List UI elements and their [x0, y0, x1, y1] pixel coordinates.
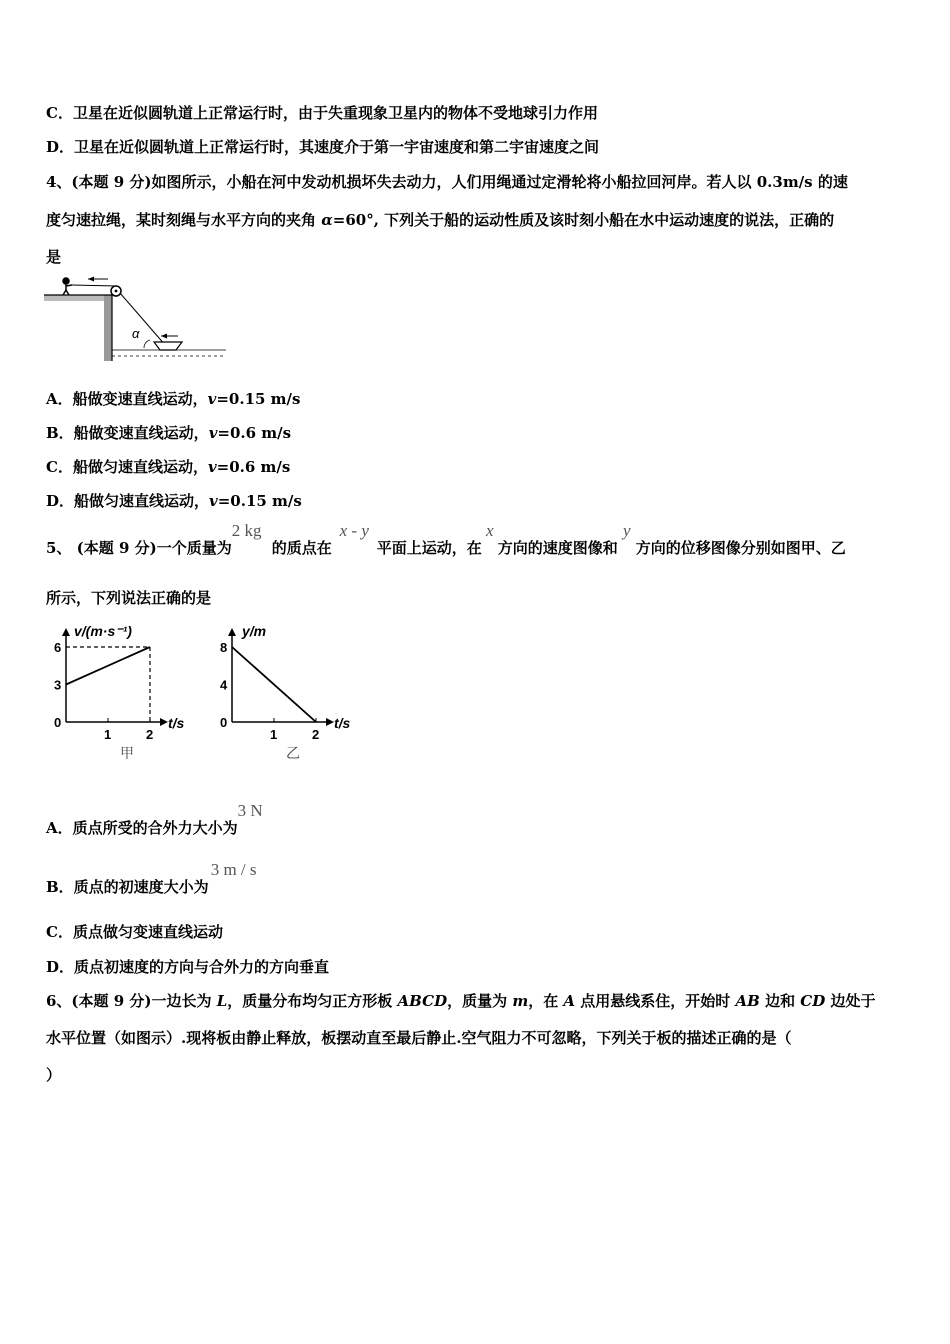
x-tick-label: 1	[104, 727, 112, 742]
q5-option-b: B．质点的初速度大小为3 m / s	[46, 860, 257, 896]
y-tick-label: 3	[54, 677, 62, 693]
graph-jia	[46, 616, 206, 766]
y-axis-arrow	[228, 628, 236, 636]
graph-yi	[212, 616, 372, 766]
q6-stem-line2: 水平位置（如图示）.现将板由静止释放，板摆动直至最后静止.空气阻力不可忽略，下列关于板的描述正确的是（	[46, 1029, 792, 1047]
q4-stem-line3: 是	[46, 248, 62, 266]
x-tick-label: 2	[312, 727, 320, 742]
y-tick-label: 0	[220, 715, 228, 730]
graph-caption: 甲	[120, 745, 134, 761]
q4-option-a: A．船做变速直线运动，v=0.15 m/s	[46, 390, 301, 408]
q4-option-c: C．船做匀速直线运动，v=0.6 m/s	[46, 458, 291, 476]
x-axis-arrow	[326, 718, 334, 726]
q4-stem-line1: 4、(本题 9 分)如图所示，小船在河中发动机损坏失去动力，人们用绳通过定滑轮将小船拉回河岸。若人以 0.3m/s 的速	[46, 173, 848, 191]
q3-option-c: C．卫星在近似圆轨道上正常运行时，由于失重现象卫星内的物体不受地球引力作用	[46, 104, 598, 122]
x-tick-label: 1	[270, 727, 278, 742]
q5-stem-line1: 5、 (本题 9 分)一个质量为2 kg的质点在x - y平面上运动，在x方向的速度图像和y方向的位移图像分别如图甲、乙	[46, 521, 846, 557]
y-tick-label: 0	[54, 715, 62, 730]
q6-stem-line3: ）	[46, 1066, 62, 1084]
q5-option-a: A．质点所受的合外力大小为3 N	[46, 801, 263, 837]
q5-stem-line2: 所示，下列说法正确的是	[46, 589, 212, 607]
angle-alpha-label: α	[132, 326, 140, 341]
y-axis-label: v/(m·s⁻¹)	[74, 623, 132, 639]
q5-option-d: D．质点初速度的方向与合外力的方向垂直	[46, 958, 330, 976]
y-tick-label: 4	[220, 677, 228, 693]
boat-pulley-figure	[44, 272, 234, 364]
x-tick-label: 2	[146, 727, 154, 742]
x-axis-label: t/s	[334, 715, 351, 731]
x-axis-arrow	[160, 718, 168, 726]
y-axis-label: y/m	[242, 623, 267, 639]
series-line	[232, 647, 316, 722]
q6-stem-line1: 6、(本题 9 分)一边长为 L，质量分布均匀正方形板 ABCD，质量为 m，在 A 点用悬线系住，开始时 AB 边和 CD 边处于	[46, 992, 876, 1010]
boat-icon	[154, 342, 182, 350]
q4-option-b: B．船做变速直线运动，v=0.6 m/s	[46, 424, 292, 442]
q3-option-d: D．卫星在近似圆轨道上正常运行时，其速度介于第一宇宙速度和第二宇宙速度之间	[46, 138, 600, 156]
q4-option-d: D．船做匀速直线运动，v=0.15 m/s	[46, 492, 302, 510]
series-line	[66, 647, 150, 685]
graph-caption: 乙	[286, 745, 300, 761]
x-axis-label: t/s	[168, 715, 185, 731]
person-icon	[63, 278, 72, 295]
y-tick-label: 6	[54, 640, 62, 655]
q5-option-c: C．质点做匀变速直线运动	[46, 923, 223, 941]
y-tick-label: 8	[220, 640, 228, 655]
q4-stem-line2: 度匀速拉绳，某时刻绳与水平方向的夹角 α=60°, 下列关于船的运动性质及该时刻小船在水中运动速度的说法，正确的	[46, 211, 835, 229]
y-axis-arrow	[62, 628, 70, 636]
